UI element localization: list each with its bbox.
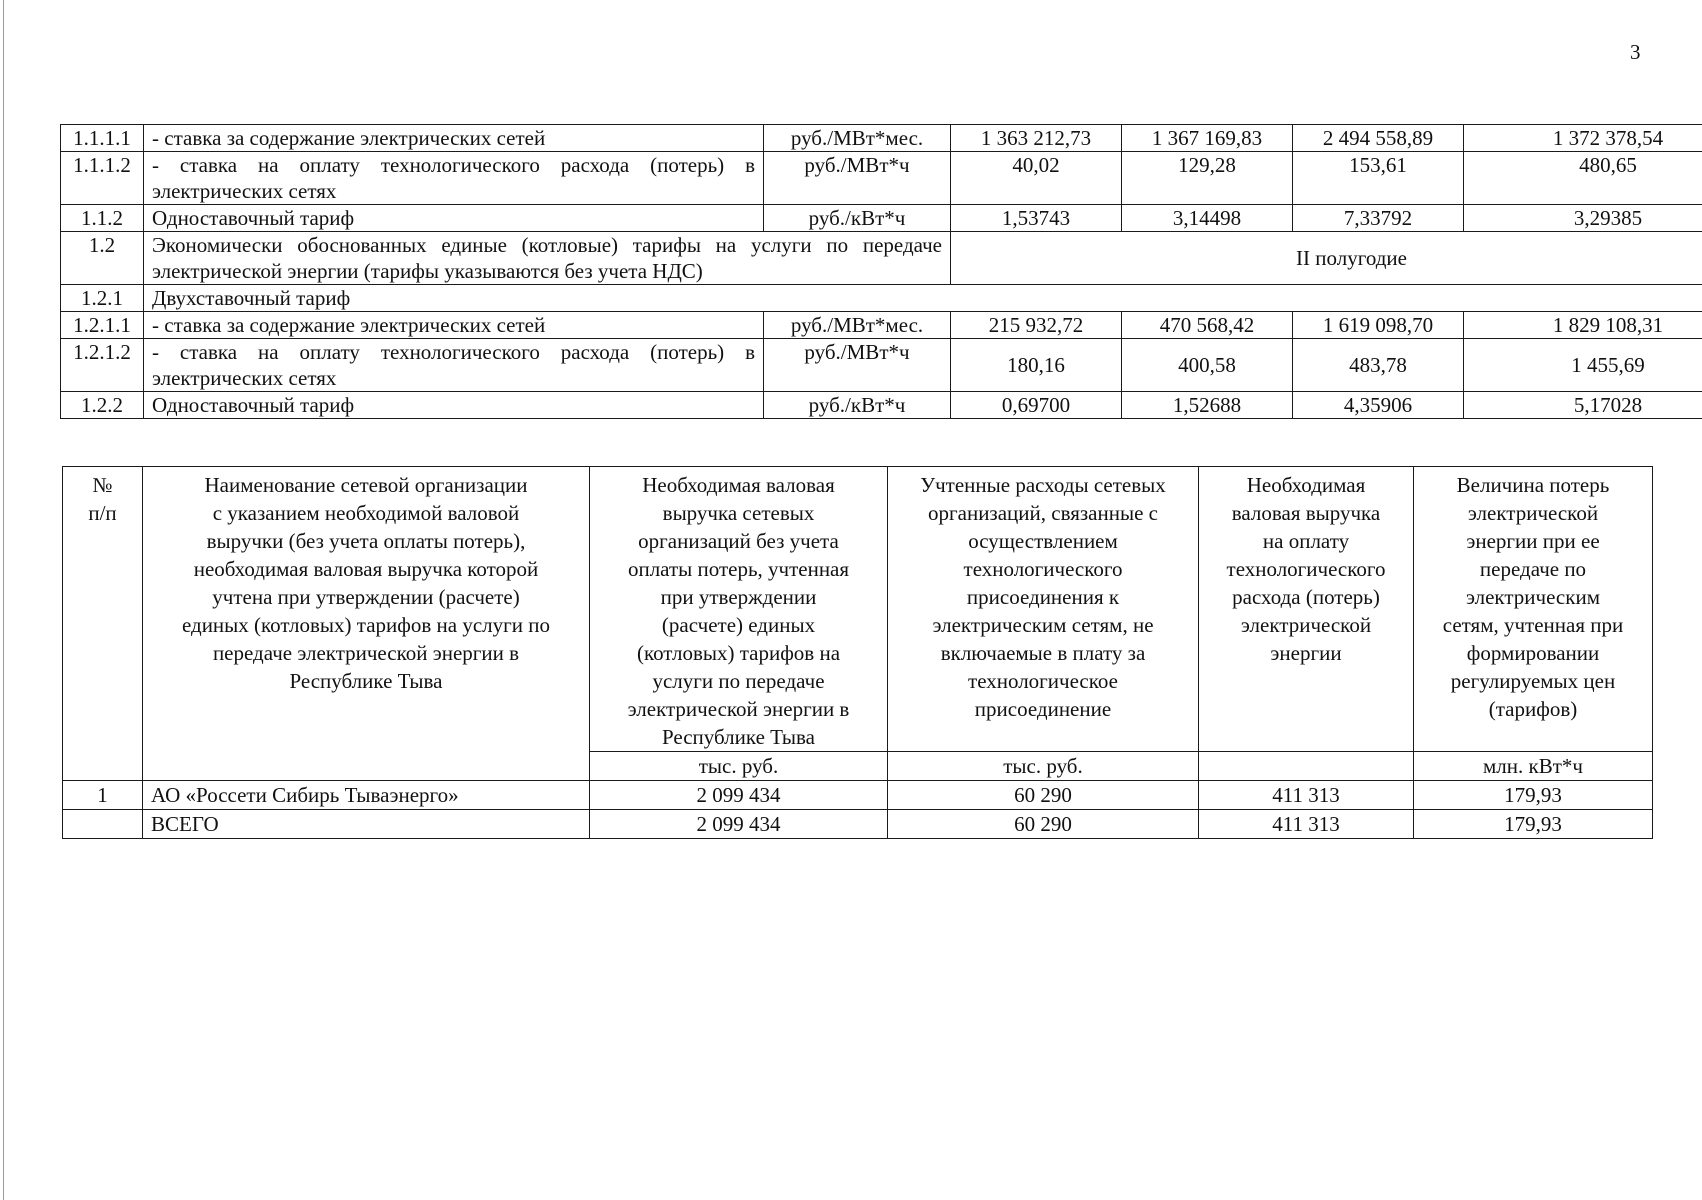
table-row [61, 205, 1702, 232]
table-row-total [63, 810, 1653, 839]
unit-cell [1199, 752, 1414, 781]
table-row [61, 152, 1702, 205]
row-value: 411 313 [1199, 810, 1414, 839]
header-organization-name [143, 467, 590, 781]
row-value: 483,78 [1293, 339, 1464, 392]
row-unit: руб./МВт*ч [764, 339, 951, 392]
row-number: 1.1.1.1 [61, 125, 144, 152]
page-edge-line [3, 0, 4, 1200]
row-number: 1.2 [61, 232, 144, 285]
row-number: 1.1.1.2 [61, 152, 144, 205]
row-name: - ставка за содержание электрических сетей [144, 125, 764, 152]
header-energy-losses [1414, 467, 1653, 752]
header-text: Величина потерь электрической энергии при ее передаче по электрическим сетям, учтенная при формировании регулируемых цен (тарифов) [1442, 473, 1624, 721]
row-name: Двухставочный тариф [144, 285, 1702, 312]
row-value: 3,29385 [1464, 205, 1702, 232]
row-value: 400,58 [1122, 339, 1293, 392]
header-text: Наименование сетевой организации с указанием необходимой валовой выручки (без учета оплаты потерь), необходимая валовая выручка которой учтена при утверждении (расчете) единых (котловых) тарифов на услуги по передаче электрической энергии в Республике Тыва [181, 473, 551, 693]
table-row [63, 781, 1653, 810]
row-value: 60 290 [888, 810, 1199, 839]
row-number: 1.2.1.2 [61, 339, 144, 392]
row-value: 1,52688 [1122, 392, 1293, 419]
table-row [61, 392, 1702, 419]
header-text: Необходимая валовая выручка сетевых организаций без учета оплаты потерь, учтенная при утверждении (расчете) единых (котловых) тарифов на услуги по передаче электрической энергии в Республике Тыва [627, 473, 850, 749]
row-name: - ставка на оплату технологического расхода (потерь) в электрических сетях [144, 339, 764, 392]
row-number: 1.1.2 [61, 205, 144, 232]
row-unit: руб./МВт*мес. [764, 125, 951, 152]
row-value: 60 290 [888, 781, 1199, 810]
table-row [61, 285, 1702, 312]
table-row [61, 339, 1702, 392]
row-number: 1.2.1.1 [61, 312, 144, 339]
network-organization-table [62, 466, 1653, 839]
row-value: 1 372 378,54 [1464, 125, 1702, 152]
row-name: Экономически обоснованных единые (котловые) тарифы на услуги по передаче электрической энергии (тарифы указываются без учета НДС) [144, 232, 951, 285]
table-row [61, 125, 1702, 152]
row-value: 2 099 434 [590, 781, 888, 810]
row-value: 470 568,42 [1122, 312, 1293, 339]
row-number: 1.2.1 [61, 285, 144, 312]
row-value: 0,69700 [951, 392, 1122, 419]
table-row [61, 232, 1702, 285]
row-value: 1 367 169,83 [1122, 125, 1293, 152]
row-value: 3,14498 [1122, 205, 1293, 232]
row-value: 1 619 098,70 [1293, 312, 1464, 339]
row-value: 1 829 108,31 [1464, 312, 1702, 339]
row-name: ВСЕГО [143, 810, 590, 839]
tariff-table [60, 124, 1702, 419]
row-value: 2 099 434 [590, 810, 888, 839]
row-name: АО «Россети Сибирь Тываэнерго» [143, 781, 590, 810]
header-text: Учтенные расходы сетевых организаций, связанные с осуществлением технологического присоединения к электрическим сетям, не включаемые в плату за технологическое присоединение [920, 473, 1166, 721]
row-value: 1 455,69 [1464, 339, 1702, 392]
header-connection-costs [888, 467, 1199, 752]
row-number [63, 810, 143, 839]
row-unit: руб./кВт*ч [764, 392, 951, 419]
row-unit: руб./МВт*мес. [764, 312, 951, 339]
row-value: 179,93 [1414, 810, 1653, 839]
row-name: Одноставочный тариф [144, 392, 764, 419]
row-value: 40,02 [951, 152, 1122, 205]
row-value: 153,61 [1293, 152, 1464, 205]
row-value: 7,33792 [1293, 205, 1464, 232]
row-name: - ставка на оплату технологического расхода (потерь) в электрических сетях [144, 152, 764, 205]
row-value: 2 494 558,89 [1293, 125, 1464, 152]
row-value: 480,65 [1464, 152, 1702, 205]
row-value: 129,28 [1122, 152, 1293, 205]
row-value: 5,17028 [1464, 392, 1702, 419]
header-row [63, 467, 1653, 752]
row-value: 1,53743 [951, 205, 1122, 232]
table-row [61, 312, 1702, 339]
row-number: 1 [63, 781, 143, 810]
row-value: 215 932,72 [951, 312, 1122, 339]
header-required-revenue [590, 467, 888, 752]
row-value: 411 313 [1199, 781, 1414, 810]
header-text: № п/п [88, 473, 117, 525]
header-text: Необходимая валовая выручка на оплату технологического расхода (потерь) электрической энергии [1226, 473, 1386, 665]
row-unit: руб./кВт*ч [764, 205, 951, 232]
period-label: II полугодие [951, 232, 1702, 285]
unit-cell: тыс. руб. [590, 752, 888, 781]
unit-cell: тыс. руб. [888, 752, 1199, 781]
page-number: 3 [1630, 40, 1641, 64]
row-unit: руб./МВт*ч [764, 152, 951, 205]
header-number [63, 467, 143, 781]
row-name: Одноставочный тариф [144, 205, 764, 232]
row-value: 179,93 [1414, 781, 1653, 810]
row-value: 4,35906 [1293, 392, 1464, 419]
row-value: 1 363 212,73 [951, 125, 1122, 152]
header-loss-revenue [1199, 467, 1414, 752]
row-value: 180,16 [951, 339, 1122, 392]
row-name: - ставка за содержание электрических сетей [144, 312, 764, 339]
row-number: 1.2.2 [61, 392, 144, 419]
unit-cell: млн. кВт*ч [1414, 752, 1653, 781]
